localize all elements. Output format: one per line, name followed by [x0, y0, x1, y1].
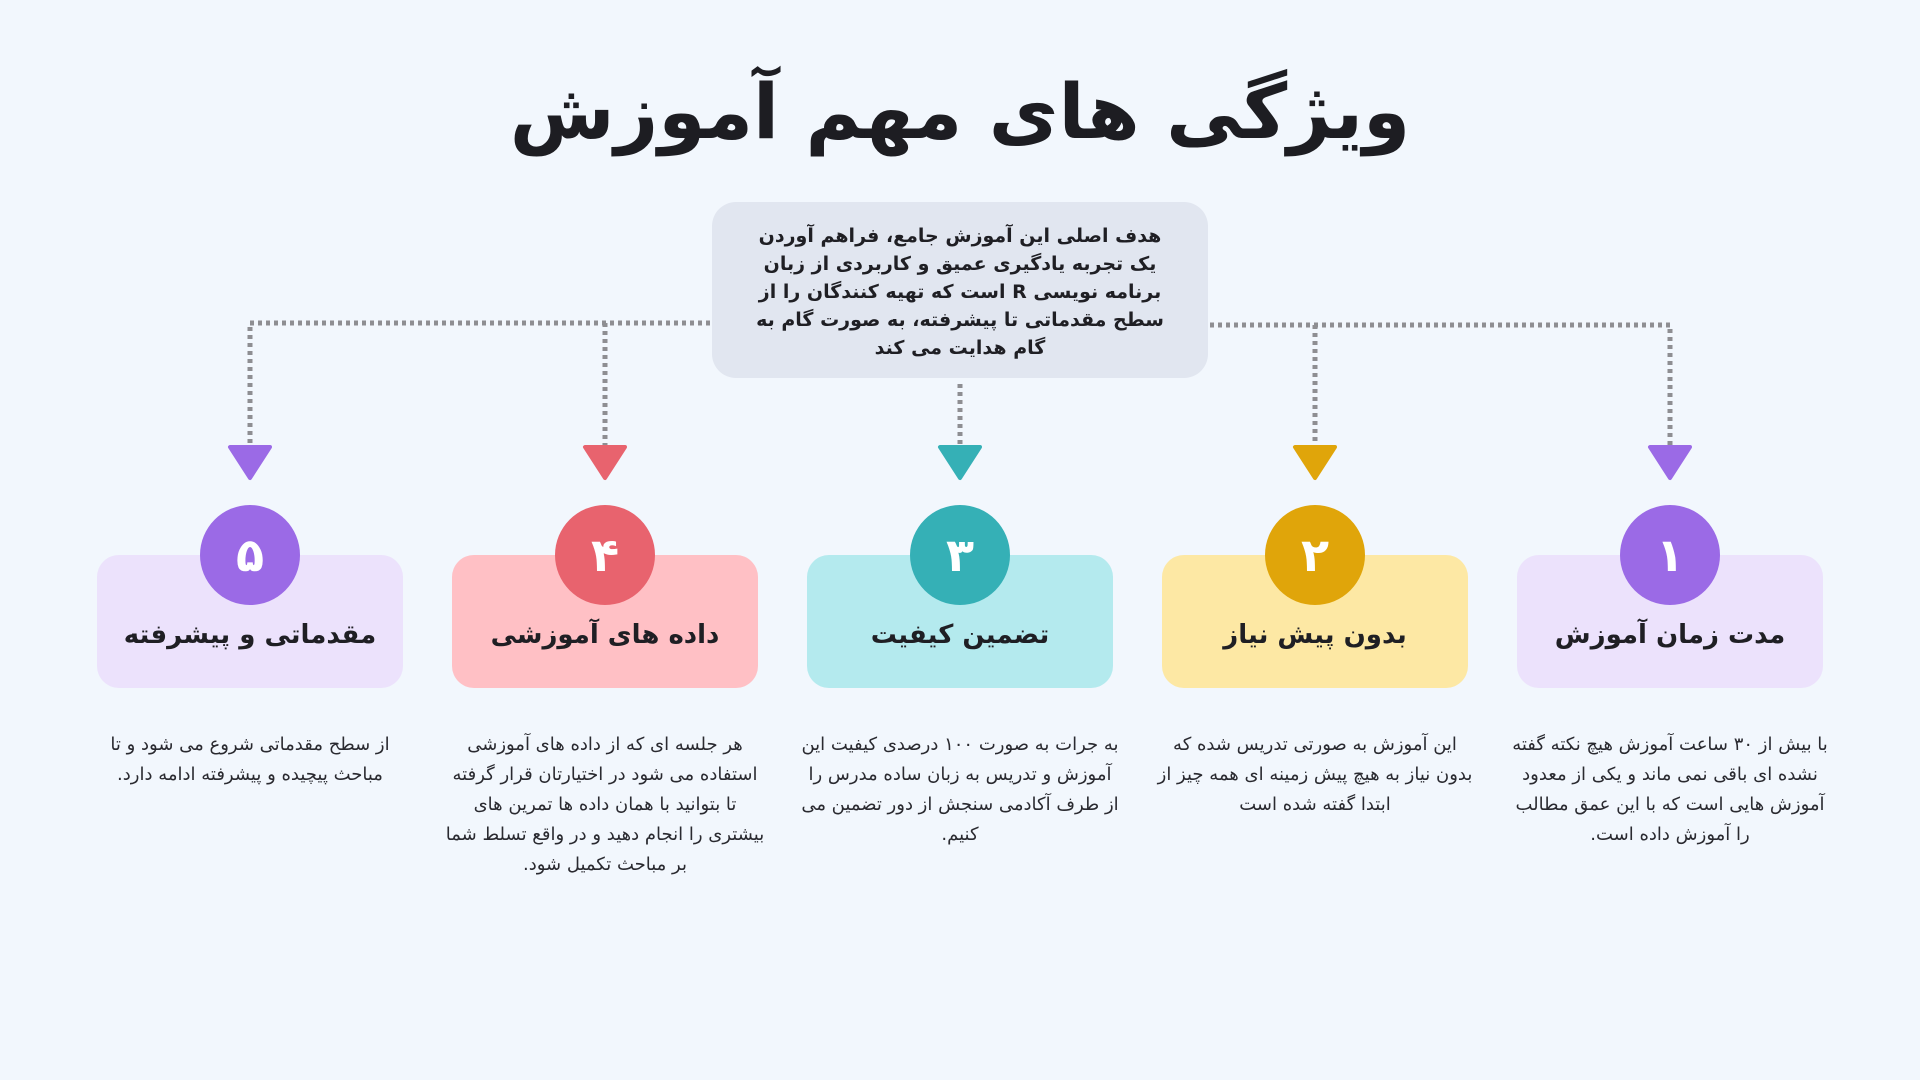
feature-description: به جرات به صورت ۱۰۰ درصدی کیفیت این آموزش و تدریس به زبان ساده مدرس را از طرف آکادمی سنجش از دور تضمین می کنیم.: [801, 734, 1119, 845]
feature-title: تضمین کیفیت: [870, 620, 1050, 650]
feature-description: هر جلسه ای که از داده های آموزشی استفاده می شود در اختیارتان قرار گرفته تا بتوانید با همان داده ها تمرین های بیشتری را انجام دهید و در واقع تسلط شما بر مباحث تکمیل شود.: [445, 734, 765, 875]
feature-description: با بیش از ۳۰ ساعت آموزش هیچ نکته گفته نشده ای باقی نمی ماند و یکی از معدود آموزش هایی است که با این عمق مطالب را آموزش داده است.: [1512, 734, 1828, 845]
arrowhead-4: [585, 447, 625, 478]
feature-number-badge: ۴: [555, 505, 655, 605]
arrowhead-3: [940, 447, 980, 478]
feature-number-badge: ۵: [200, 505, 300, 605]
feature-title: مقدماتی و پیشرفته: [123, 620, 377, 650]
feature-number-badge: ۱: [1620, 505, 1720, 605]
feature-number-badge: ۳: [910, 505, 1010, 605]
feature-description: این آموزش به صورتی تدریس شده که بدون نیاز به هیچ پیش زمینه ای همه چیز از ابتدا گفته شده است: [1157, 734, 1473, 815]
arrowhead-1: [1650, 447, 1690, 478]
arrowhead-5: [230, 447, 270, 478]
arrowhead-2: [1295, 447, 1335, 478]
feature-description: از سطح مقدماتی شروع می شود و تا مباحث پیچیده و پیشرفته ادامه دارد.: [110, 734, 390, 785]
feature-title: داده های آموزشی: [490, 620, 720, 650]
feature-title: مدت زمان آموزش: [1554, 620, 1786, 650]
goal-box: [712, 202, 1208, 378]
connector-left: [250, 323, 710, 448]
page-title: ویژگی های مهم آموزش: [509, 67, 1411, 156]
feature-title: بدون پیش نیاز: [1223, 620, 1407, 650]
goal-text: هدف اصلی این آموزش جامع، فراهم آوردن یک تجربه یادگیری عمیق و کاربردی از زبان برنامه نویسی R است که تهیه کنندگان را از سطح مقدماتی تا پیشرفته، به صورت گام به گام هدایت می کند: [756, 225, 1164, 359]
feature-number-badge: ۲: [1265, 505, 1365, 605]
connector-right: [1210, 325, 1670, 448]
